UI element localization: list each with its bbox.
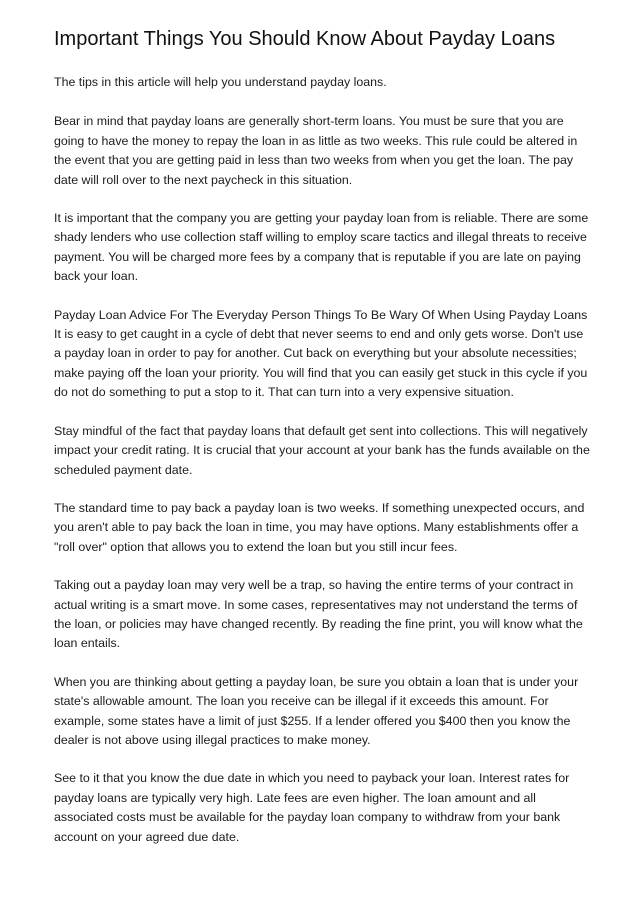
- document-title: Important Things You Should Know About Payday Loans: [54, 28, 556, 50]
- paragraph-contract-terms: Taking out a payday loan may very well be a trap, so having the entire terms of your contract in actual writing is a smart move. In some cases, representatives may not understand the terms of the loan, or policies may have changed recently. By reading the fine print, you will know what the loan entails.: [54, 578, 583, 651]
- paragraph-debt-cycle: Payday Loan Advice For The Everyday Person Things To Be Wary Of When Using Payday Loans It is easy to get caught in a cycle of debt that never seems to end and only gets worse. Don't use a payday loan in order to pay for another. Cut back on everything but your absolute necessities; make paying off the loan your priority. You will find that you can easily get stuck in this cycle if you do not do something to put a stop to it. That can turn into a very expensive situation.: [54, 307, 588, 400]
- paragraph-state-limit: When you are thinking about getting a payday loan, be sure you obtain a loan that is under your state's allowable amount. The loan you receive can be illegal if it exceeds this amount. For example, some states have a limit of just $255. If a lender offered you $400 then you know the dealer is not above using illegal practices to make money.: [54, 674, 579, 747]
- document-page: [54, 26, 590, 866]
- paragraph-reliable-company: It is important that the company you are getting your payday loan from is reliable. There are some shady lenders who use collection staff willing to employ scare tactics and illegal threats to receive payment. You will be charged more fees by a company that is reputable if you are late on paying back your loan.: [54, 211, 589, 284]
- paragraph-due-date: See to it that you know the due date in which you need to payback your loan. Interest rates for payday loans are typically very high. Late fees are even higher. The loan amount and all associated costs must be available for the payday loan company to withdraw from your bank account on your agreed due date.: [54, 771, 570, 844]
- paragraph-intro: The tips in this article will help you understand payday loans.: [54, 75, 387, 89]
- paragraph-collections: Stay mindful of the fact that payday loans that default get sent into collections. This will negatively impact your credit rating. It is crucial that your account at your bank has the funds available on the scheduled payment date.: [54, 423, 590, 477]
- paragraph-roll-over: The standard time to pay back a payday loan is two weeks. If something unexpected occurs, and you aren't able to pay back the loan in time, you may have options. Many establishments offer a "roll over" option that allows you to extend the loan but you still incur fees.: [54, 500, 585, 554]
- paragraph-short-term: Bear in mind that payday loans are generally short-term loans. You must be sure that you are going to have the money to repay the loan in as little as two weeks. This rule could be altered in the event that you are getting paid in less than two weeks from when you get the loan. The pay date will roll over to the next paycheck in this situation.: [54, 114, 578, 187]
